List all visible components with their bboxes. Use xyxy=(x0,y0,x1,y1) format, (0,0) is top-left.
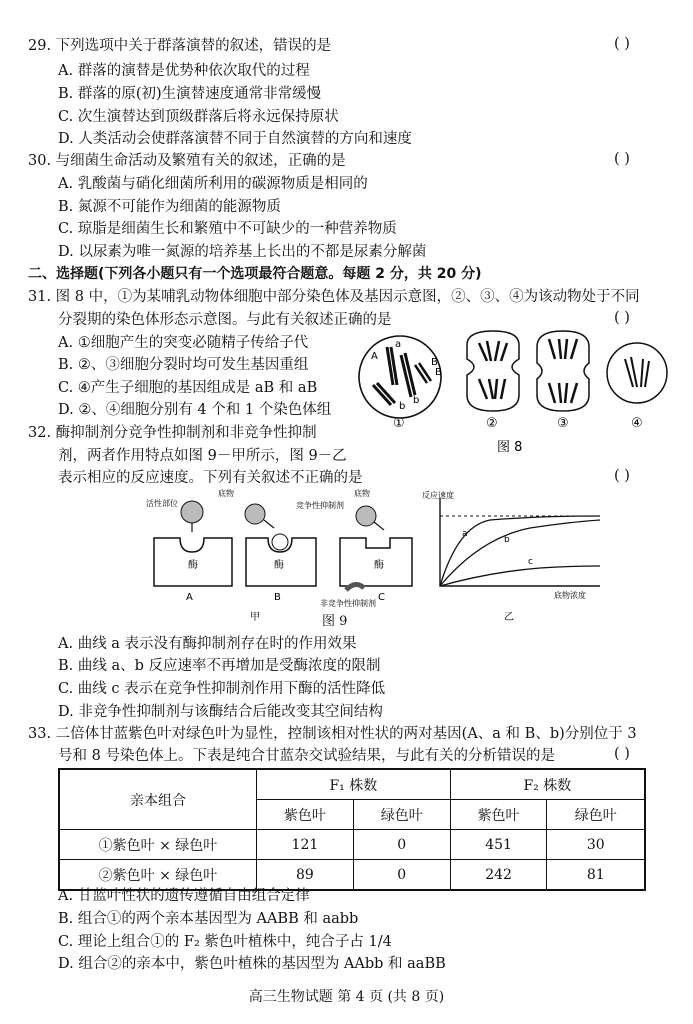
q32-stem-line3: 表示相应的反应速度。下列有关叙述不正确的是 xyxy=(58,470,363,486)
q29-option-b: B. 群落的原(初)生演替速度通常非常缓慢 xyxy=(58,86,322,102)
row-1-f1-purple: 121 xyxy=(257,830,354,860)
gene-label-B2: B xyxy=(435,367,442,378)
q29-option-c: C. 次生演替达到顶级群落后将永远保持原状 xyxy=(58,109,339,125)
panel-B-enzyme-label: 酶 xyxy=(274,560,284,571)
curve-c xyxy=(440,566,600,586)
gene-label-b1: b xyxy=(399,401,406,412)
q33-option-b: B. 组合①的两个亲本基因型为 AABB 和 aabb xyxy=(58,911,359,927)
graph-ylabel: 反应速度 xyxy=(422,491,454,500)
cell-3-diagram xyxy=(537,331,589,411)
q31-stem-line2: 分裂期的染色体形态示意图。与此有关叙述正确的是 xyxy=(58,312,392,328)
section-2-heading: 二、选择题(下列各小题只有一个选项最符合题意。每题 2 分，共 20 分) xyxy=(28,266,482,282)
q32-answer-paren: ( ) xyxy=(614,468,630,484)
cross-results-table xyxy=(58,768,646,891)
header-f1-purple: 紫色叶 xyxy=(257,800,354,830)
cell-4-label: ④ xyxy=(631,416,643,431)
q32-option-c: C. 曲线 c 表示在竞争性抑制剂作用下酶的活性降低 xyxy=(58,681,386,697)
curve-c-label: c xyxy=(528,557,533,567)
row-2-f1-green: 0 xyxy=(353,860,450,891)
figure-8-caption: 图 8 xyxy=(497,440,523,455)
figure-9-jia-label: 甲 xyxy=(250,612,260,623)
row-1-f1-green: 0 xyxy=(353,830,450,860)
panel-C-enzyme-label: 酶 xyxy=(374,560,384,571)
q33-option-d: D. 组合②的亲本中，紫色叶植株的基因型为 AAbb 和 aaBB xyxy=(58,956,446,972)
panel-A-enzyme xyxy=(146,498,232,603)
q31-stem-line1: 31. 图 8 中，①为某哺乳动物体细胞中部分染色体及基因示意图，②、③、④为该动物处于不同 xyxy=(28,289,640,305)
panel-B-label: B xyxy=(274,592,281,603)
row-1-f2-purple: 451 xyxy=(450,830,547,860)
gene-label-B1: B xyxy=(431,357,438,368)
cell-4-diagram xyxy=(607,343,667,403)
figure-9-yi-label: 乙 xyxy=(504,612,514,623)
reaction-rate-graph xyxy=(422,490,600,623)
q30-stem: 30. 与细菌生命活动及繁殖有关的叙述，正确的是 xyxy=(28,153,346,169)
q33-option-c: C. 理论上组合①的 F₂ 紫色叶植株中，纯合子占 1/4 xyxy=(58,934,392,950)
figure-9 xyxy=(140,488,610,628)
q30-answer-paren: ( ) xyxy=(614,151,630,167)
curve-b-label: b xyxy=(504,535,510,545)
q32-option-d: D. 非竞争性抑制剂与该酶结合后能改变其空间结构 xyxy=(58,704,383,720)
row-1-name: ①紫色叶 × 绿色叶 xyxy=(59,830,257,860)
q31-option-c: C. ④产生子细胞的基因组成是 aB 和 aB xyxy=(58,380,318,396)
q31-option-d: D. ②、④细胞分别有 4 个和 1 个染色体组 xyxy=(58,402,332,418)
graph-xlabel: 底物浓度 xyxy=(554,591,586,600)
q30-option-d: D. 以尿素为唯一氮源的培养基上长出的不都是尿素分解菌 xyxy=(58,244,427,260)
cell-2-diagram xyxy=(467,331,519,411)
q31-answer-paren: ( ) xyxy=(614,310,630,326)
header-f1: F₁ 株数 xyxy=(257,769,451,800)
row-2-f1-purple: 89 xyxy=(257,860,354,891)
row-2-f2-green: 81 xyxy=(547,860,645,891)
noncompetitive-inhibitor-label: 非竞争性抑制剂 xyxy=(320,599,376,608)
header-f2-green: 绿色叶 xyxy=(547,800,645,830)
q32-stem-line2: 剂，两者作用特点如图 9－甲所示，图 9－乙 xyxy=(58,448,347,464)
q33-answer-paren: ( ) xyxy=(614,746,630,762)
row-2-f2-purple: 242 xyxy=(450,860,547,891)
substrate-label-2: 底物 xyxy=(354,489,370,498)
row-1-f2-green: 30 xyxy=(547,830,645,860)
panel-A-enzyme-label: 酶 xyxy=(188,560,198,571)
figure-8 xyxy=(355,325,685,457)
header-parent: 亲本组合 xyxy=(59,769,257,830)
q30-option-a: A. 乳酸菌与硝化细菌所利用的碳源物质是相同的 xyxy=(58,176,368,192)
q32-stem-line1: 32. 酶抑制剂分竞争性抑制剂和非竞争性抑制 xyxy=(28,425,317,441)
active-site-label: 活性部位 xyxy=(146,499,178,508)
q31-option-a: A. ①细胞产生的突变必随精子传给子代 xyxy=(58,335,309,351)
page-footer: 高三生物试题 第 4 页 (共 8 页) xyxy=(248,989,445,1005)
curve-a xyxy=(440,516,600,586)
header-f1-green: 绿色叶 xyxy=(353,800,450,830)
gene-label-A: A xyxy=(371,351,378,362)
q31-option-b: B. ②、③细胞分裂时均可发生基因重组 xyxy=(58,357,309,373)
header-f2-purple: 紫色叶 xyxy=(450,800,547,830)
panel-B-enzyme xyxy=(218,488,344,603)
gene-label-a: a xyxy=(395,339,402,350)
q29-stem: 29. 下列选项中关于群落演替的叙述，错误的是 xyxy=(28,38,332,54)
table-row xyxy=(59,830,645,860)
q29-option-a: A. 群落的演替是优势种依次取代的过程 xyxy=(58,63,310,79)
cell-1-label: ① xyxy=(393,416,405,431)
gene-label-b2: b xyxy=(413,395,420,406)
q29-answer-paren: ( ) xyxy=(614,36,630,52)
panel-A-label: A xyxy=(186,592,193,603)
q29-option-d: D. 人类活动会使群落演替不同于自然演替的方向和速度 xyxy=(58,131,412,147)
cell-3-label: ③ xyxy=(557,416,569,431)
q32-option-b: B. 曲线 a、b 反应速率不再增加是受酶浓度的限制 xyxy=(58,658,381,674)
q33-stem-line2: 号和 8 号染色体上。下表是纯合甘蓝杂交试验结果，与此有关的分析错误的是 xyxy=(58,748,555,764)
substrate-label-1: 底物 xyxy=(218,489,234,498)
q30-option-b: B. 氮源不可能作为细菌的能源物质 xyxy=(58,199,281,215)
q33-stem-line1: 33. 二倍体甘蓝紫色叶对绿色叶为显性，控制该相对性状的两对基因(A、a 和 B、b)分别位于 3 xyxy=(28,726,637,742)
row-2-name: ②紫色叶 × 绿色叶 xyxy=(59,860,257,891)
cell-1-diagram xyxy=(359,336,442,418)
q30-option-c: C. 琼脂是细菌生长和繁殖中不可缺少的一种营养物质 xyxy=(58,221,397,237)
competitive-inhibitor-label: 竞争性抑制剂 xyxy=(296,501,344,510)
cell-2-label: ② xyxy=(486,416,498,431)
figure-9-caption: 图 9 xyxy=(322,614,348,629)
q32-option-a: A. 曲线 a 表示没有酶抑制剂存在时的作用效果 xyxy=(58,636,357,652)
curve-a-label: a xyxy=(462,529,468,539)
q33-option-a: A. 甘蓝叶性状的遗传遵循自由组合定律 xyxy=(58,888,310,904)
panel-C-label: C xyxy=(378,592,385,603)
header-f2: F₂ 株数 xyxy=(450,769,645,800)
